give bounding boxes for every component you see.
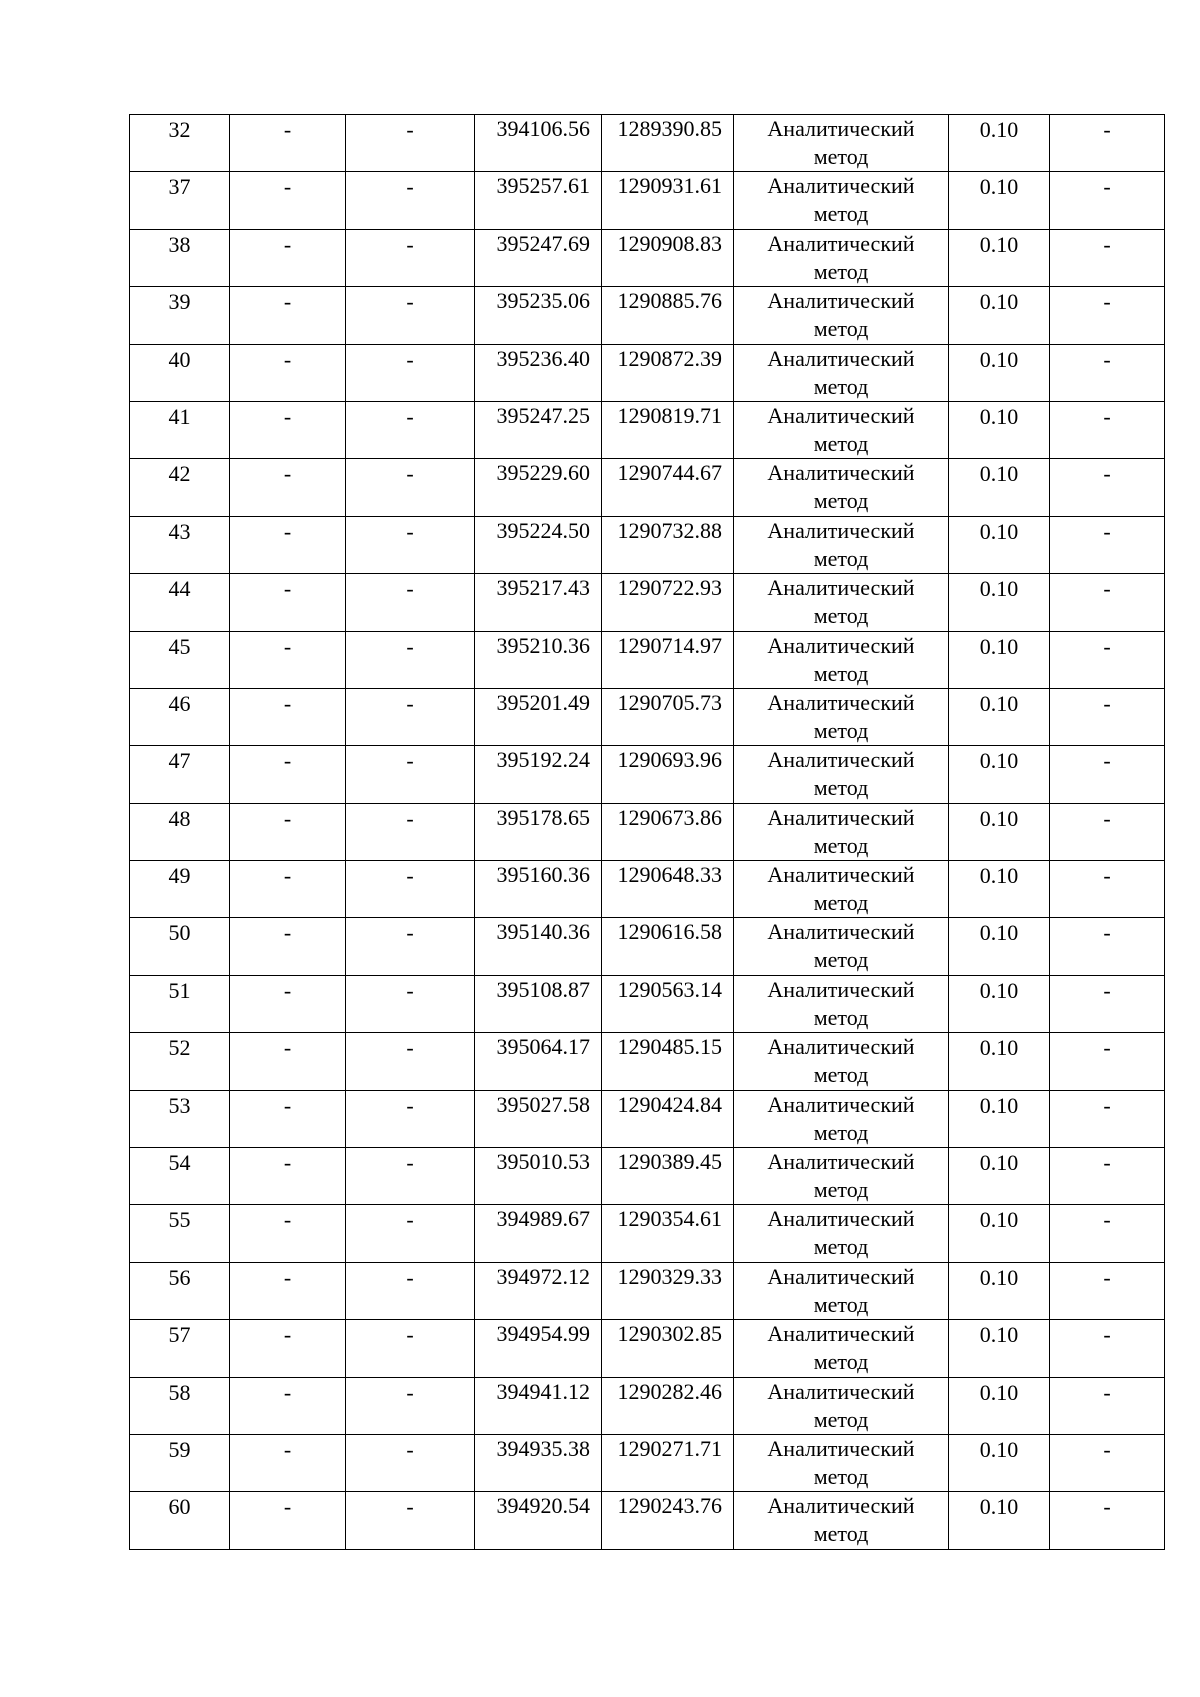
x-coordinate-cell: 395247.69 [475,229,602,286]
method-label-line1: Аналитический [767,804,915,830]
x-coordinate-cell: 395224.50 [475,516,602,573]
method-cell [734,1377,949,1434]
table-row [130,1492,1165,1549]
method-label-line2: метод [813,316,869,342]
method-label-line2: метод [813,1177,869,1203]
table-row [130,115,1165,172]
dash-cell: - [1050,1492,1165,1549]
table-row [130,1377,1165,1434]
table-row [130,574,1165,631]
dash-cell: - [230,1148,346,1205]
method-cell [734,287,949,344]
accuracy-cell: 0.10 [949,287,1050,344]
method-cell [734,344,949,401]
x-coordinate-cell: 395257.61 [475,172,602,229]
accuracy-cell: 0.10 [949,1262,1050,1319]
dash-cell: - [1050,344,1165,401]
accuracy-cell: 0.10 [949,1320,1050,1377]
y-coordinate-cell: 1290616.58 [602,918,734,975]
dash-cell: - [346,1492,475,1549]
y-coordinate-cell: 1290563.14 [602,975,734,1032]
table-row [130,861,1165,918]
point-number-cell: 48 [130,803,230,860]
y-coordinate-cell: 1290908.83 [602,229,734,286]
method-cell [734,631,949,688]
x-coordinate-cell: 395027.58 [475,1090,602,1147]
x-coordinate-cell: 394935.38 [475,1434,602,1491]
method-label-line2: метод [813,373,869,399]
accuracy-cell: 0.10 [949,516,1050,573]
x-coordinate-cell: 395160.36 [475,861,602,918]
dash-cell: - [346,746,475,803]
dash-cell: - [346,574,475,631]
y-coordinate-cell: 1290744.67 [602,459,734,516]
method-label-line1: Аналитический [767,575,915,601]
dash-cell: - [1050,746,1165,803]
x-coordinate-cell: 395108.87 [475,975,602,1032]
dash-cell: - [1050,115,1165,172]
x-coordinate-cell: 395235.06 [475,287,602,344]
dash-cell: - [1050,516,1165,573]
method-label-line1: Аналитический [767,116,915,141]
table-row [130,1090,1165,1147]
dash-cell: - [346,688,475,745]
method-cell [734,172,949,229]
dash-cell: - [230,516,346,573]
x-coordinate-cell: 395210.36 [475,631,602,688]
dash-cell: - [1050,1434,1165,1491]
dash-cell: - [230,287,346,344]
method-label-line2: метод [813,890,869,916]
method-cell [734,229,949,286]
method-label-line2: метод [813,144,869,169]
accuracy-cell: 0.10 [949,1492,1050,1549]
dash-cell: - [230,631,346,688]
method-label-line2: метод [813,603,869,629]
accuracy-cell: 0.10 [949,401,1050,458]
method-label-line2: метод [813,1406,869,1432]
accuracy-cell: 0.10 [949,1377,1050,1434]
dash-cell: - [1050,1377,1165,1434]
method-label-line1: Аналитический [767,689,915,715]
point-number-cell: 60 [130,1492,230,1549]
dash-cell: - [1050,172,1165,229]
point-number-cell: 40 [130,344,230,401]
table-row [130,1262,1165,1319]
point-number-cell: 45 [130,631,230,688]
x-coordinate-cell: 395247.25 [475,401,602,458]
y-coordinate-cell: 1290931.61 [602,172,734,229]
dash-cell: - [230,746,346,803]
point-number-cell: 53 [130,1090,230,1147]
dash-cell: - [346,1320,475,1377]
point-number-cell: 44 [130,574,230,631]
x-coordinate-cell: 395064.17 [475,1033,602,1090]
dash-cell: - [230,1377,346,1434]
point-number-cell: 37 [130,172,230,229]
dash-cell: - [346,287,475,344]
point-number-cell: 46 [130,688,230,745]
method-label-line1: Аналитический [767,632,915,658]
method-label-line1: Аналитический [767,1263,915,1289]
dash-cell: - [230,229,346,286]
accuracy-cell: 0.10 [949,574,1050,631]
dash-cell: - [230,1205,346,1262]
method-label-line2: метод [813,545,869,571]
y-coordinate-cell: 1290648.33 [602,861,734,918]
point-number-cell: 57 [130,1320,230,1377]
y-coordinate-cell: 1290819.71 [602,401,734,458]
accuracy-cell: 0.10 [949,1090,1050,1147]
method-label-line1: Аналитический [767,747,915,773]
point-number-cell: 38 [130,229,230,286]
dash-cell: - [230,1492,346,1549]
dash-cell: - [230,115,346,172]
x-coordinate-cell: 395010.53 [475,1148,602,1205]
method-label-line1: Аналитический [767,230,915,256]
method-cell [734,574,949,631]
method-label-line1: Аналитический [767,1378,915,1404]
dash-cell: - [346,172,475,229]
dash-cell: - [230,918,346,975]
y-coordinate-cell: 1289390.85 [602,115,734,172]
dash-cell: - [1050,803,1165,860]
method-cell [734,401,949,458]
point-number-cell: 51 [130,975,230,1032]
point-number-cell: 32 [130,115,230,172]
method-label-line2: метод [813,1463,869,1489]
method-label-line2: метод [813,1119,869,1145]
table-row [130,287,1165,344]
x-coordinate-cell: 394954.99 [475,1320,602,1377]
accuracy-cell: 0.10 [949,172,1050,229]
method-label-line1: Аналитический [767,1091,915,1117]
table-row [130,1205,1165,1262]
dash-cell: - [346,1090,475,1147]
accuracy-cell: 0.10 [949,746,1050,803]
method-label-line1: Аналитический [767,517,915,543]
point-number-cell: 47 [130,746,230,803]
dash-cell: - [230,1090,346,1147]
dash-cell: - [1050,918,1165,975]
y-coordinate-cell: 1290693.96 [602,746,734,803]
accuracy-cell: 0.10 [949,1434,1050,1491]
accuracy-cell: 0.10 [949,918,1050,975]
table-row [130,229,1165,286]
method-cell [734,1262,949,1319]
method-label-line1: Аналитический [767,1321,915,1347]
method-label-line2: метод [813,1062,869,1088]
method-label-line1: Аналитический [767,173,915,199]
method-label-line1: Аналитический [767,976,915,1002]
dash-cell: - [346,1434,475,1491]
table-row [130,746,1165,803]
method-label-line2: метод [813,1291,869,1317]
table-row [130,344,1165,401]
x-coordinate-cell: 395140.36 [475,918,602,975]
accuracy-cell: 0.10 [949,861,1050,918]
method-cell [734,918,949,975]
accuracy-cell: 0.10 [949,688,1050,745]
y-coordinate-cell: 1290243.76 [602,1492,734,1549]
dash-cell: - [346,861,475,918]
dash-cell: - [1050,861,1165,918]
dash-cell: - [230,344,346,401]
y-coordinate-cell: 1290354.61 [602,1205,734,1262]
dash-cell: - [346,516,475,573]
y-coordinate-cell: 1290673.86 [602,803,734,860]
x-coordinate-cell: 395178.65 [475,803,602,860]
dash-cell: - [1050,1205,1165,1262]
method-label-line2: метод [813,1234,869,1260]
table-row [130,918,1165,975]
x-coordinate-cell: 395236.40 [475,344,602,401]
method-label-line2: метод [813,488,869,514]
dash-cell: - [346,1148,475,1205]
accuracy-cell: 0.10 [949,975,1050,1032]
method-label-line1: Аналитический [767,402,915,428]
accuracy-cell: 0.10 [949,459,1050,516]
method-label-line2: метод [813,717,869,743]
dash-cell: - [346,401,475,458]
dash-cell: - [346,1033,475,1090]
dash-cell: - [1050,1090,1165,1147]
dash-cell: - [346,1262,475,1319]
coordinates-table [129,114,1165,1550]
dash-cell: - [230,1262,346,1319]
table-row [130,1033,1165,1090]
method-cell [734,459,949,516]
table-row [130,516,1165,573]
method-label-line2: метод [813,660,869,686]
x-coordinate-cell: 394989.67 [475,1205,602,1262]
dash-cell: - [1050,229,1165,286]
method-label-line2: метод [813,430,869,456]
y-coordinate-cell: 1290282.46 [602,1377,734,1434]
x-coordinate-cell: 394941.12 [475,1377,602,1434]
point-number-cell: 41 [130,401,230,458]
dash-cell: - [346,344,475,401]
accuracy-cell: 0.10 [949,229,1050,286]
point-number-cell: 59 [130,1434,230,1491]
method-label-line2: метод [813,201,869,227]
dash-cell: - [346,115,475,172]
dash-cell: - [230,688,346,745]
dash-cell: - [230,803,346,860]
method-label-line1: Аналитический [767,919,915,945]
method-label-line1: Аналитический [767,862,915,888]
dash-cell: - [1050,574,1165,631]
method-label-line1: Аналитический [767,1034,915,1060]
point-number-cell: 39 [130,287,230,344]
y-coordinate-cell: 1290705.73 [602,688,734,745]
method-label-line1: Аналитический [767,460,915,486]
dash-cell: - [230,975,346,1032]
point-number-cell: 52 [130,1033,230,1090]
dash-cell: - [230,459,346,516]
y-coordinate-cell: 1290885.76 [602,287,734,344]
method-cell [734,115,949,172]
y-coordinate-cell: 1290714.97 [602,631,734,688]
method-cell [734,1033,949,1090]
dash-cell: - [346,229,475,286]
y-coordinate-cell: 1290302.85 [602,1320,734,1377]
y-coordinate-cell: 1290271.71 [602,1434,734,1491]
method-cell [734,1148,949,1205]
dash-cell: - [346,459,475,516]
method-label-line2: метод [813,947,869,973]
point-number-cell: 43 [130,516,230,573]
method-cell [734,975,949,1032]
table-row [130,401,1165,458]
method-label-line1: Аналитический [767,1206,915,1232]
y-coordinate-cell: 1290722.93 [602,574,734,631]
x-coordinate-cell: 395201.49 [475,688,602,745]
method-label-line2: метод [813,775,869,801]
dash-cell: - [1050,688,1165,745]
dash-cell: - [1050,1262,1165,1319]
dash-cell: - [346,1205,475,1262]
accuracy-cell: 0.10 [949,1148,1050,1205]
accuracy-cell: 0.10 [949,115,1050,172]
method-cell [734,1205,949,1262]
x-coordinate-cell: 395192.24 [475,746,602,803]
table-row [130,631,1165,688]
method-label-line2: метод [813,832,869,858]
x-coordinate-cell: 395217.43 [475,574,602,631]
method-cell [734,746,949,803]
dash-cell: - [230,172,346,229]
accuracy-cell: 0.10 [949,1033,1050,1090]
method-label-line2: метод [813,1004,869,1030]
method-cell [734,1090,949,1147]
dash-cell: - [1050,1033,1165,1090]
y-coordinate-cell: 1290389.45 [602,1148,734,1205]
dash-cell: - [1050,1148,1165,1205]
point-number-cell: 56 [130,1262,230,1319]
method-label-line2: метод [813,258,869,284]
dash-cell: - [1050,401,1165,458]
y-coordinate-cell: 1290424.84 [602,1090,734,1147]
y-coordinate-cell: 1290329.33 [602,1262,734,1319]
method-label-line1: Аналитический [767,288,915,314]
dash-cell: - [1050,287,1165,344]
table-row [130,459,1165,516]
method-cell [734,1320,949,1377]
dash-cell: - [346,918,475,975]
y-coordinate-cell: 1290732.88 [602,516,734,573]
dash-cell: - [230,574,346,631]
dash-cell: - [230,401,346,458]
table-row [130,1434,1165,1491]
point-number-cell: 55 [130,1205,230,1262]
table-row [130,1320,1165,1377]
table-body [130,115,1165,1550]
method-label-line1: Аналитический [767,1149,915,1175]
method-cell [734,516,949,573]
y-coordinate-cell: 1290872.39 [602,344,734,401]
method-label-line1: Аналитический [767,1435,915,1461]
x-coordinate-cell: 394106.56 [475,115,602,172]
method-label-line1: Аналитический [767,345,915,371]
table-row [130,688,1165,745]
dash-cell: - [346,975,475,1032]
accuracy-cell: 0.10 [949,631,1050,688]
method-label-line2: метод [813,1521,869,1547]
dash-cell: - [230,1434,346,1491]
point-number-cell: 49 [130,861,230,918]
point-number-cell: 58 [130,1377,230,1434]
x-coordinate-cell: 394972.12 [475,1262,602,1319]
table-row [130,1148,1165,1205]
dash-cell: - [346,631,475,688]
method-cell [734,1434,949,1491]
dash-cell: - [230,861,346,918]
method-cell [734,803,949,860]
x-coordinate-cell: 395229.60 [475,459,602,516]
x-coordinate-cell: 394920.54 [475,1492,602,1549]
dash-cell: - [1050,1320,1165,1377]
table-row [130,975,1165,1032]
dash-cell: - [230,1033,346,1090]
dash-cell: - [346,803,475,860]
point-number-cell: 42 [130,459,230,516]
method-cell [734,1492,949,1549]
accuracy-cell: 0.10 [949,1205,1050,1262]
dash-cell: - [346,1377,475,1434]
dash-cell: - [1050,975,1165,1032]
y-coordinate-cell: 1290485.15 [602,1033,734,1090]
point-number-cell: 50 [130,918,230,975]
dash-cell: - [1050,631,1165,688]
method-label-line2: метод [813,1349,869,1375]
method-label-line1: Аналитический [767,1493,915,1519]
table-row [130,172,1165,229]
table-row [130,803,1165,860]
method-cell [734,688,949,745]
dash-cell: - [1050,459,1165,516]
accuracy-cell: 0.10 [949,344,1050,401]
dash-cell: - [230,1320,346,1377]
accuracy-cell: 0.10 [949,803,1050,860]
method-cell [734,861,949,918]
point-number-cell: 54 [130,1148,230,1205]
